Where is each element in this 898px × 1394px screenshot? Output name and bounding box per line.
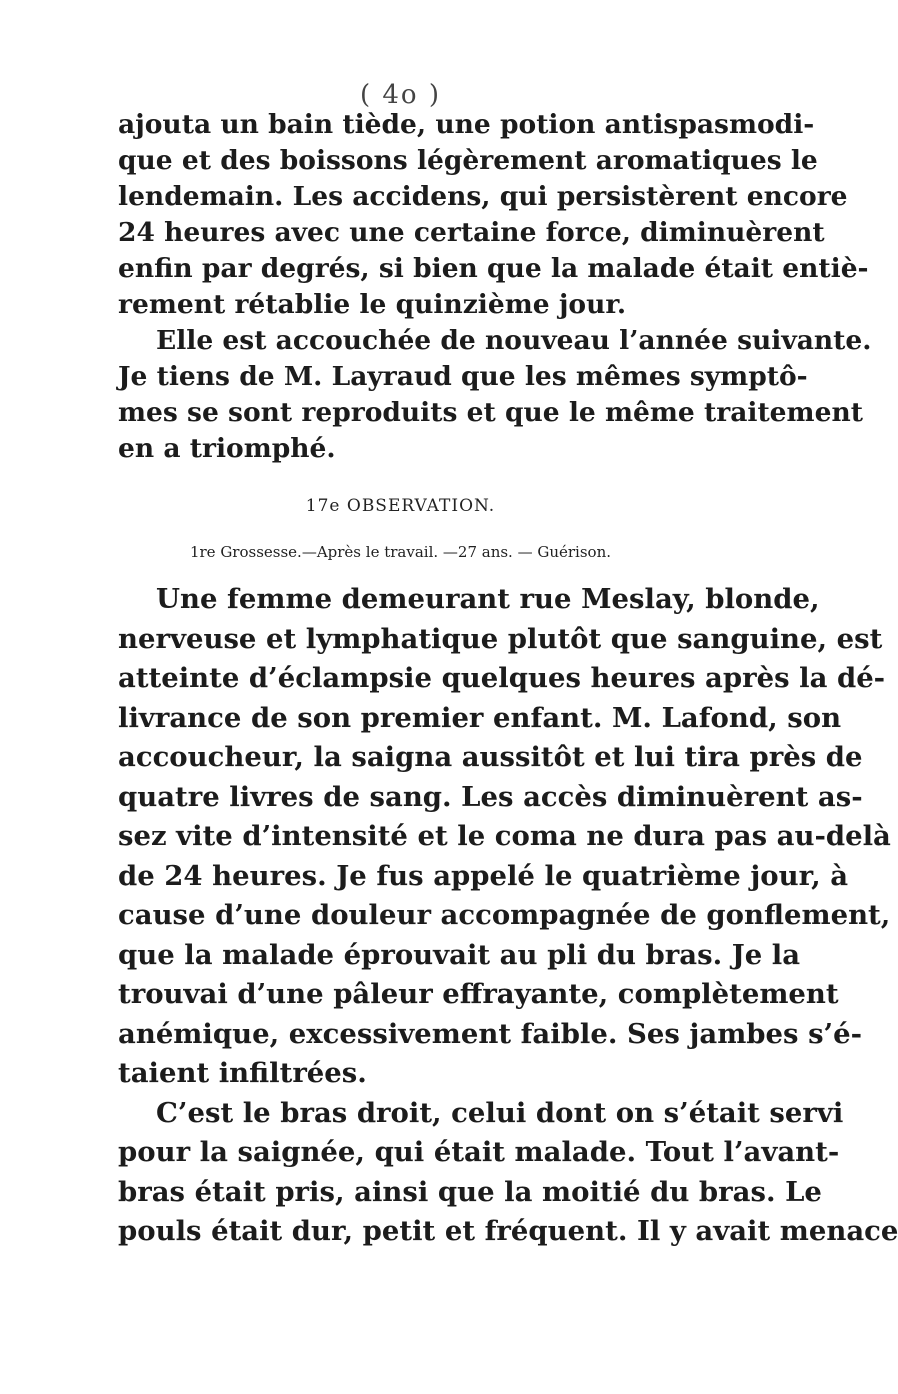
text-block-bottom (118, 580, 898, 1252)
page-number: ( 4o ) (359, 80, 441, 110)
text-line: de 24 heures. Je fus appelé le quatrième jour, à (118, 859, 849, 892)
text-line: 24 heures avec une certaine force, diminuèrent (118, 217, 825, 248)
text-line: cause d’une douleur accompagnée de gonflement, (118, 899, 891, 931)
paragraph-second-delivery (118, 323, 872, 467)
text-block-top (118, 107, 872, 467)
text-line: accoucheur, la saigna aussitôt et lui tira près de (118, 741, 863, 773)
text-line: anémique, excessivement faible. Ses jambes s’é- (118, 1017, 863, 1050)
text-line: lendemain. Les accidens, qui persistèrent encore (118, 181, 848, 212)
text-line: bras était pris, ainsi que la moitié du bras. Le (118, 1175, 822, 1208)
text-line: quatre livres de sang. Les accès diminuèrent as- (118, 780, 863, 813)
text-line: Elle est accouchée de nouveau l’année suivante. (156, 325, 872, 356)
text-line: C’est le bras droit, celui dont on s’était servi (156, 1096, 844, 1129)
text-line: sez vite d’intensité et le coma ne dura pas au-delà (118, 820, 891, 852)
text-line: ajouta un bain tiède, une potion antispasmodi- (118, 109, 815, 140)
text-line: Je tiens de M. Layraud que les mêmes symptô- (118, 361, 808, 392)
text-line: pour la saignée, qui était malade. Tout l’avant- (118, 1136, 840, 1168)
text-line: nerveuse et lymphatique plutôt que sanguine, est (118, 622, 883, 655)
text-line: pouls était dur, petit et fréquent. Il y avait menace (118, 1215, 898, 1247)
text-line: rement rétablie le quinzième jour. (118, 289, 627, 320)
paragraph-continuation (118, 107, 869, 323)
text-line: atteinte d’éclampsie quelques heures après la dé- (118, 662, 886, 694)
text-line: taient infiltrées. (118, 1057, 367, 1089)
text-line: Une femme demeurant rue Meslay, blonde, (156, 583, 820, 615)
text-line: que la malade éprouvait au pli du bras. Je la (118, 938, 801, 971)
text-line: que et des boissons légèrement aromatiques le (118, 145, 818, 176)
paragraph-case-description (118, 580, 891, 1094)
observation-title: 17e OBSERVATION. (305, 496, 496, 516)
text-line: enfin par degrés, si bien que la malade était entiè- (118, 253, 869, 284)
observation-subtitle: 1re Grossesse.—Après le travail. —27 ans. — Guérison. (189, 543, 612, 561)
text-line: mes se sont reproduits et que le même traitement (118, 397, 863, 428)
text-line: en a triomphé. (118, 433, 336, 464)
paragraph-arm-condition (118, 1094, 898, 1252)
text-line: livrance de son premier enfant. M. Lafond, son (118, 701, 842, 734)
text-line: trouvai d’une pâleur effrayante, complètement (118, 978, 839, 1010)
